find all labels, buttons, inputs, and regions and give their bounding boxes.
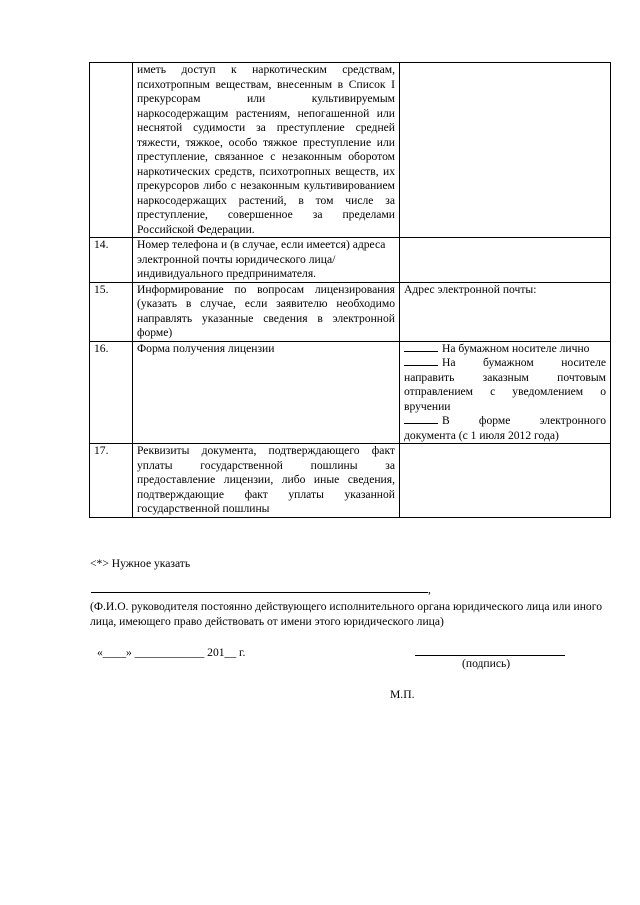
stamp-placeholder: М.П. — [390, 688, 415, 701]
row-description: Номер телефона и (в случае, если имеется) адреса электронной почты юридического лица/ индивидуального предпринимателя. — [133, 238, 400, 283]
signature-caption: (подпись) — [462, 657, 511, 670]
row-value-field[interactable] — [400, 238, 611, 283]
license-form-options — [400, 341, 611, 444]
option-blank — [404, 365, 438, 366]
row-number: 16. — [90, 341, 133, 444]
row-description: Форма получения лицензии — [133, 341, 400, 444]
option-label: На бумажном носителе лично — [442, 341, 590, 355]
footnote: <*> Нужное указать — [90, 557, 191, 570]
row-value-field[interactable]: Адрес электронной почты: — [400, 282, 611, 341]
row-value-field[interactable] — [400, 63, 611, 238]
table-row — [90, 238, 611, 283]
row-number: 17. — [90, 444, 133, 518]
row-value-field[interactable] — [400, 444, 611, 518]
name-caption: (Ф.И.О. руководителя постоянно действующего исполнительного органа юридического лица или иного лица, имеющего право действовать от имени этого юридического лица) — [90, 600, 602, 628]
row-description: Реквизиты документа, подтверждающего факт уплаты государственной пошлины за предоставление лицензии, либо иные сведения, подтверждающие факт уплаты указанной государственной пошлины — [133, 444, 400, 518]
row-number: 14. — [90, 238, 133, 283]
option-label: В форме электронного документа (с 1 июля 2012 года) — [404, 414, 606, 442]
option-label: На бумажном носителе направить заказным почтовым отправлением с уведомлением о вручении — [404, 356, 606, 413]
table-row — [90, 63, 611, 238]
row-description: Информирование по вопросам лицензирования (указать в случае, если заявителю необходимо направлять указанные сведения в электронной форме) — [133, 282, 400, 341]
row-number — [90, 63, 133, 238]
license-application-table — [89, 62, 611, 518]
name-line-comma: , — [428, 583, 431, 596]
table-row — [90, 341, 611, 444]
option-electronic[interactable] — [404, 414, 606, 443]
signature-line[interactable] — [415, 655, 565, 656]
table-row — [90, 282, 611, 341]
row-description: иметь доступ к наркотическим средствам, психотропным веществам, внесенным в Список I прекурсорам или культивируемым наркосодержащим растениям, непогашенной или неснятой судимости за преступление средней тяжести, тяжкое, особо тяжкое преступление или преступление, связанное с незаконным оборотом наркотических средств, психотропных веществ, их прекурсоров либо с незаконным культивированием наркосодержащих растений, в том числе за преступление, совершенное за пределами Российской Федерации. — [133, 63, 400, 238]
option-paper-in-person[interactable] — [404, 342, 606, 357]
option-paper-by-mail[interactable] — [404, 356, 606, 414]
option-blank — [404, 423, 438, 424]
row-number: 15. — [90, 282, 133, 341]
date-line[interactable]: «____» ____________ 201__ г. — [97, 646, 246, 659]
table-row — [90, 444, 611, 518]
name-signature-line[interactable] — [91, 592, 428, 593]
option-blank — [404, 351, 438, 352]
